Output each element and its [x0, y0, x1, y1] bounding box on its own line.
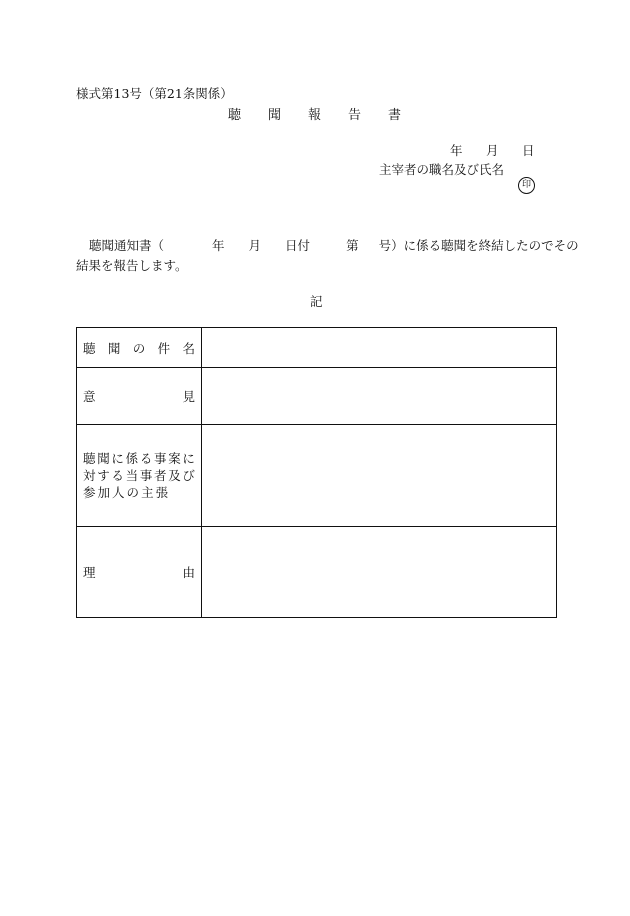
title-char: 告 [348, 108, 362, 123]
organizer-label: 主宰者の職名及び氏名 [379, 162, 505, 177]
cell-reason[interactable] [202, 527, 557, 618]
row-label-reason: 理 由 [77, 527, 202, 618]
body-year: 年 [212, 238, 225, 253]
date-year: 年 [450, 143, 463, 158]
title-char: 報 [308, 108, 322, 123]
table-row [77, 425, 557, 527]
body-day-dated: 日付 [285, 238, 311, 253]
seal-mark: 印 [518, 177, 535, 194]
document-title [228, 104, 428, 123]
cell-opinion[interactable] [202, 368, 557, 425]
body-line-1 [89, 236, 579, 254]
body-tail: 号）に係る聴聞を終結したのでその [378, 238, 579, 253]
table-row [77, 527, 557, 618]
table-row [77, 328, 557, 368]
title-char: 聞 [268, 108, 282, 123]
table-row [77, 368, 557, 425]
title-char: 書 [388, 108, 402, 123]
row-label-opinion: 意 見 [77, 368, 202, 425]
date-day: 日 [522, 143, 535, 158]
row-label-claims: 聴 聞 に 係 る 事 案 に 対 す る 当 事 者 及 び 参 加 人 の 主 張 [77, 425, 202, 527]
cell-claims[interactable] [202, 425, 557, 527]
title-char: 聴 [228, 108, 242, 123]
cell-hearing-title[interactable] [202, 328, 557, 368]
details-table [76, 327, 557, 618]
body-lead: 聴聞通知書（ [89, 238, 165, 253]
row-label-hearing-title: 聴 聞 の 件 名 [77, 328, 202, 368]
body-dai: 第 [346, 238, 359, 253]
ki-heading: 記 [310, 294, 323, 309]
date-month: 月 [486, 143, 499, 158]
form-number: 様式第13号（第21条関係） [76, 86, 233, 101]
body-line-2: 結果を報告します。 [76, 258, 188, 273]
body-month: 月 [248, 238, 262, 253]
date-line [450, 141, 558, 159]
